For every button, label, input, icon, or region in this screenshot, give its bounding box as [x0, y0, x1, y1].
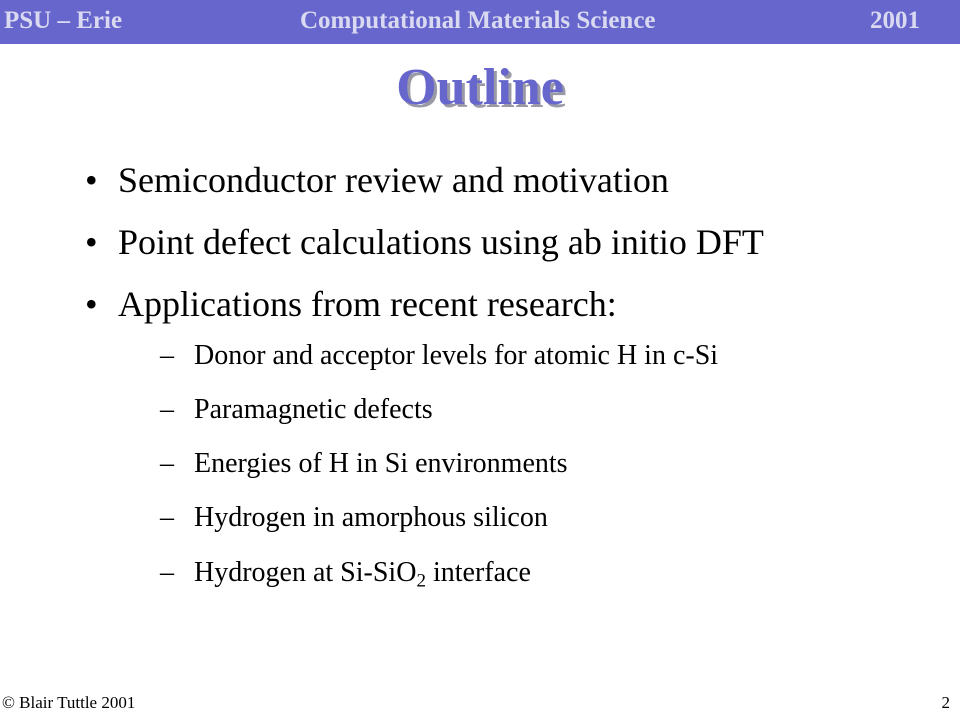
header-course-title: Computational Materials Science [300, 7, 656, 34]
dash-marker: – [160, 394, 174, 425]
list-item [160, 448, 568, 480]
list-item [160, 394, 433, 426]
list-item-text-before-subscript: Hydrogen at Si-SiO [194, 557, 417, 588]
list-item-text-after-subscript: interface [425, 557, 531, 588]
list-item-text: Hydrogen in amorphous silicon [194, 502, 548, 533]
list-item-text: Energies of H in Si environments [194, 448, 568, 479]
slide-title: Outline [396, 59, 564, 116]
dash-marker: – [160, 502, 174, 533]
list-item [85, 284, 617, 324]
dash-marker: – [160, 340, 174, 371]
footer-copyright: © Blair Tuttle 2001 [2, 693, 136, 712]
list-item [85, 222, 764, 262]
page-number: 2 [941, 693, 950, 712]
bullet-marker: • [85, 222, 98, 262]
dash-marker: – [160, 448, 174, 479]
list-item [160, 502, 548, 534]
bullet-marker: • [85, 160, 98, 200]
header-year: 2001 [870, 7, 920, 34]
subscript-two: 2 [416, 570, 426, 592]
list-item-text: Applications from recent research: [118, 284, 617, 324]
bullet-marker: • [85, 284, 98, 324]
list-item-text: Paramagnetic defects [194, 394, 433, 425]
list-item-text: Donor and acceptor levels for atomic H in c-Si [194, 340, 719, 371]
list-item [160, 557, 531, 592]
header-institution: PSU – Erie [4, 7, 123, 34]
list-item-text: Point defect calculations using ab initio DFT [118, 222, 764, 262]
list-item [85, 160, 669, 200]
dash-marker: – [160, 557, 174, 588]
list-item [160, 340, 719, 372]
list-item-text: Semiconductor review and motivation [118, 160, 669, 200]
